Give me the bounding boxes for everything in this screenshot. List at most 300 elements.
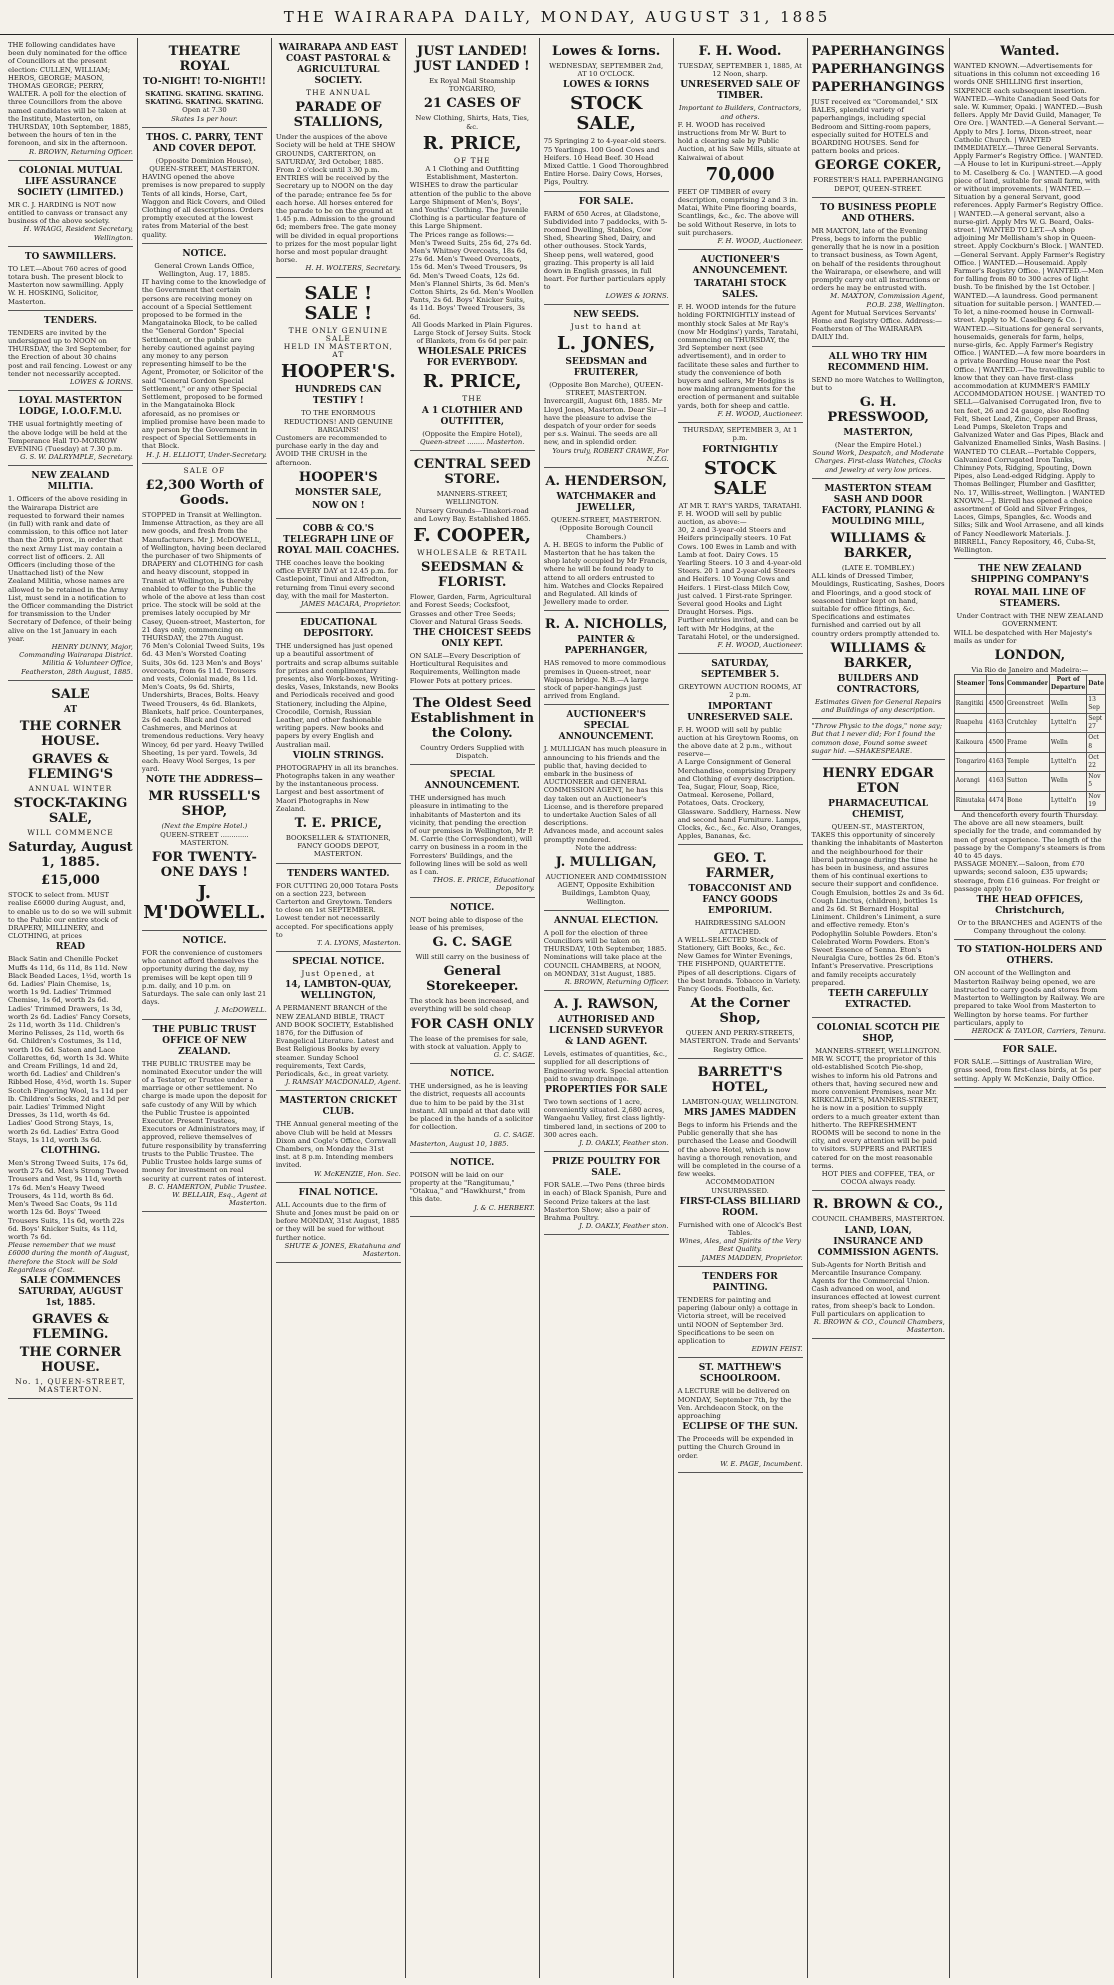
opposite-empire: (Opposite the Empire Hotel),: [422, 429, 523, 438]
sawmillers-notice: [8, 247, 133, 311]
mulligan-heading: AUCTIONEER'S SPECIAL ANNOUNCEMENT.: [558, 710, 654, 743]
graves-fleming-title: GRAVES & FLEMING'S: [27, 751, 114, 782]
brown-co-text: Sub-Agents for North British and Mercantile Insurance Company. Agents for the Commercial Union. Cash advanced on wool, and insurances effected at lowest current rates, from sheep's back to London.: [811, 1260, 941, 1310]
the-label: THE: [462, 394, 483, 404]
eton-name: HENRY EDGAR ETON: [822, 765, 934, 796]
sage-accounts-heading: NOTICE.: [450, 1069, 495, 1080]
maxton-heading: TO BUSINESS PEOPLE AND OTHERS.: [820, 202, 937, 224]
lodge-signature: G. S. W. DALRYMPLE, Secretary.: [20, 453, 133, 462]
henderson-ad: [544, 468, 669, 611]
cell: Sutton: [1005, 772, 1049, 791]
queen-street-masterton: Queen-street ........ Masterton.: [420, 437, 525, 446]
column-2: [138, 38, 272, 1978]
tent-depot-text: HAVING opened the above premises is now prepared to supply Tents of all kinds, Horse, Cart, Waggon and Rick Covers, and Oiled Clothing of all descriptions. Orders promptly executed at the lowest rates from Material of the best quality.: [141, 173, 266, 239]
parade-text: Under the auspices of the above Society will be held at THE SHOW GROUNDS, CARTERTON, on SATURDAY, 3rd October, 1885. From 2 o'clock until 3.30 p.m.: [275, 133, 396, 175]
militia-heading: NEW ZEALAND MILITIA.: [31, 471, 110, 493]
mulligan-text: J. MULLIGAN has much pleasure in announcing to his friends and the public that, having decided to embark in the business of AUCTIONEER and GENERAL COMMISSION AGENT, he has this day taken out an Auctioneer's License, and is therefore prepared to undertake Auction Sales of all descriptions.: [543, 745, 667, 828]
goods-value-heading: £2,300 Worth of Goods.: [145, 477, 264, 508]
sage-signature: G. C. SAGE.: [493, 1051, 535, 1059]
russell-shop-location: (Next the Empire Hotel.): [161, 822, 248, 831]
for-sale-heading: FOR SALE.: [1002, 1045, 1058, 1056]
russell-shop: MR RUSSELL'S SHOP,: [148, 789, 261, 820]
corner-house-title: THE CORNER HOUSE.: [19, 718, 122, 749]
timber-sale-details: FEET OF TIMBER of every description, comprising 2 and 3 in. Matai, White Pine flooring boards, Scantlings, &c., &c. The above will be sold Without Reserve, in lots to suit purchasers.: [677, 187, 799, 237]
cell: Rangitiki: [954, 694, 987, 713]
wanted-list: WANTED.—White Canadian Seed Oats for sale. W. Kummer, Opaki. | WANTED.—Bush fellers. Apply Mr David Guild, Manager, Te Ore Ore. | WANTED.—A General Servant.—Apply to Mrs J. Iorns, Dixon-street, near Catholic Church. | WANTED IMMEDIATELY.—Three General Servants. Apply Farmer's Registry Office. | WANTED.—A House to let in Kuripuni-street.—Apply to M. Caselberg & Co. | WANTED.—A good piece of land, suitable for small farm, with or without improvements. | WANTED.—Situation by a general Servant, good references. Apply Farmer's Registry Office. | WANTED.—A general servant, also a nurse-girl. Apply Mrs W. G. Beard, Oaks-street. | WANTED TO LET.—A shop adjoining Mr Mellisham's shop in Queen-street. Apply Cockburn's Block. | WANTED.—General Servant. Apply Farmer's Registry Office. | WANTED.—Housemaid. Apply Farmer's Registry Office. | WANTED.—Men for falling from 80 to 300 acres of light bush. To be finished by the 1st October. | WANTED.—A laundress. Good permanent situation for suitable person. | WANTED.—To let, a nine-roomed house in Cornwall-street. Apply to M. Caselberg & Co. | WANTED.—Situations for general servants, housemaids, generals for farm, helps, nurse-girls, &c. Apply Farmer's Registry Office. | WANTED.—A few more boarders in a private Boarding House near the Post Office. | WANTED.—The travelling public to know that they can have first-class accommodation at KUMMER'S FAMILY ACCOMMODATION HOUSE. | WANTED TO SELL—Galvanised Corrugated Iron, five to ten feet, 26 and 24 gauge, also Roofing Felt, Sheet Lead, Zinc, Copper and Brass, Lead Pumps, Skeleton Traps and Galvanized Water and Gas Pipes, Black and Galvanized Enamelled Sinks, Wash Basins. | WANTED TO CLEAR.—Portable Coppers, Galvanized Corrugated Iron Tanks, Chimney Pots, Ridging, Spouting, Down Pipes, also Lead-edged Ridging. Apply to Thomas Bellinger, Plumber and Gasfitter, No. 17, Willis-street, Wellington. | WANTED KNOWN.—J. Birrell has opened a choice assortment of Gold and Silver Fringes, Laces, Gimps, Spangles, &c. Woods and Silks; Silk and Wool Arrasene, and all kinds of Fancy Needlework Materials. J. BIRRELL, Fancy Repository, 46, Cuba-St, Wellington.: [953, 94, 1106, 554]
seedsman-florist: SEEDSMAN & FLORIST.: [420, 560, 524, 591]
column-1: [4, 38, 138, 1978]
table-row: [954, 694, 1105, 713]
shipping-text: WILL be despatched with Her Majesty's mails as under for: [953, 628, 1093, 645]
militia-text: 1. Officers of the above residing in the Wairarapa District are requested to forward their names (in full) with rank and date of commission, to this office not later than the 20th prox., in order that the next Army List may contain a correct list of officers. 2. All Officers (including those of the Unattached list) of the New Zealand Militia, whose names are allowed to be retained in the Army List, must send in a notification to the Officer commanding the District for transmission to the Under Secretary of Defence, of their being alive on the 1st January in each year.: [8, 495, 133, 643]
country-orders: Country Orders Supplied with Dispatch.: [420, 743, 525, 760]
timber-sale-text: F. H. WOOD has received instructions from Mr W. Burt to hold a clearing sale by Public Auction, at his Saw Mills, situate at Kaiwaiwai of about: [677, 120, 801, 162]
passage-money: PASSAGE MONEY.—Saloon, from £70 upwards; second saloon, £35 upwards; steerage, from £16 guineas. For freight or passage apply to: [953, 860, 1100, 893]
wholesale-prices: WHOLESALE PRICES FOR EVERYBODY.: [418, 347, 527, 369]
drapery-list: Black Satin and Chenille Pocket Muffs 4s 11d, 6s 11d, 8s 11d. New Black Beaded Laces, 1½d, worth 1s 6d. Ladies' Plain Chemise, 1s, worth 1s 9d. Ladies' Trimmed Chemise, 1s 6d, worth 2s 6d. Ladies' Trimmed Drawers, 1s 3d, worth 2s 6d. Ladies' Fancy Corsets, 2s 11d, worth 3s 11d. Children's Merino Pelisses, 2s 11d, worth 6s 6d. Children's Costumes, 3s 11d, worth 10s 6d. Sateen and Lace Collarettes, 6d, worth 1s 3d. White and Cream Frillings, 1d and 2d, worth 6d. Ladies' and Children's Ribbed Hose, 4½d, worth 1s. Super Scotch Fingering Wool, 1s 11d per lb. Children's Socks, 2d and 3d per pair. Ladies' Trimmed Night Dresses, 3s 11d, worth 4s 6d. Ladies' Good Strong Stays, 1s, worth 2s 6d. Ladies' Extra Good Stays, 1s 11d, worth 3s 6d.: [8, 955, 132, 1144]
of-the: OF THE: [453, 155, 491, 165]
sage-notice-heading: NOTICE.: [450, 902, 495, 913]
presswood-ad: [812, 347, 945, 479]
annual-label: THE ANNUAL: [306, 88, 371, 97]
wanted-section: [954, 38, 1106, 559]
station-holders-signature: HEROCK & TAYLOR, Carriers, Tenura.: [971, 1026, 1106, 1035]
sage-accounts-text: THE undersigned, as he is leaving the district, requests all accounts due to him to be paid by the 31st instant. All unpaid at that date will be placed in the hands of a solicitor for collection.: [409, 1082, 533, 1132]
timber-sale-heading: UNRESERVED SALE OF TIMBER.: [680, 80, 800, 102]
presswood-text: SEND no more Watches to Wellington, but to: [811, 375, 945, 392]
for-sale-text: FOR SALE.—Sittings of Australian Wire, grass seed, from first-class birds, at 5s per setting. Apply W. McKenzie, Daily Office.: [953, 1058, 1102, 1083]
london-heading: LONDON,: [994, 648, 1066, 663]
central-seed-store-heading: CENTRAL SEED STORE.: [413, 457, 531, 488]
properties-text: Two town sections of 1 acre, conveniently situated. 2,680 acres, Wangaehu Valley, first class lightly-timbered land, in sections of 200 to 300 acres each.: [543, 1098, 667, 1139]
mulligan-advances: Advances made, and account sales promptly rendered.: [543, 827, 664, 844]
mcdowell-name: J. M'DOWELL.: [143, 882, 266, 924]
cell: 4474: [987, 791, 1006, 810]
clothier-outfitter: A 1 CLOTHIER AND OUTFITTER,: [421, 405, 523, 427]
foresters-hall: FORESTER'S HALL PAPERHANGING DEPOT, QUEEN-STREET.: [813, 176, 944, 193]
poultry-text: FOR SALE.—Two Pens (three birds in each) of Black Spanish, Pure and Second Prize takers at the last Masterton Show; also a pair of Brahma Poultry.: [543, 1181, 667, 1223]
brown-co-particulars: Full particulars on application to: [811, 1309, 925, 1318]
col-commander: Commander: [1005, 675, 1049, 694]
greytown-list: A Large Consignment of General Merchandise, comprising Drapery and Clothing of every description. Tea, Sugar, Flour, Soap, Rice, Oatmeal. Kerosene, Pollard, Potatoes, Oats. Crockery, Glassware. Saddlery, Harness. New and second hand Furniture. Lamps, Clocks, &c., &c., &c. Also, Oranges, Apples, Bananas, &c.: [677, 758, 802, 841]
steamship-line: Ex Royal Mail Steamship TONGARIRO,: [429, 77, 516, 94]
table-row: [954, 752, 1105, 771]
cricket-club-heading: MASTERTON CRICKET CLUB.: [279, 1096, 398, 1118]
now-on: NOW ON !: [312, 500, 365, 511]
properties-heading: PROPERTIES FOR SALE: [545, 1085, 668, 1096]
general-storekeeper: General Storekeeper.: [426, 964, 519, 995]
sale-heading: SALE: [51, 686, 90, 702]
rawson-ad: [544, 991, 669, 1152]
oldest-seed-heading: The Oldest Seed Establishment in the Colony.: [410, 695, 535, 741]
tent-depot-heading: THOS. C. PARRY, TENT AND COVER DEPOT.: [146, 132, 263, 154]
barretts-hotel-address: LAMBTON-QUAY, WELLINGTON.: [681, 1097, 799, 1106]
hundreds-testify: HUNDREDS CAN TESTIFY !: [295, 385, 382, 407]
cobb-coaches-ad: [276, 519, 401, 613]
central-seed-store-ad: [410, 451, 535, 690]
paperhangings-heading-2: PAPERHANGINGS: [811, 62, 945, 77]
crown-lands-office: General Crown Lands Office, Wellington, Aug. 17, 1885.: [154, 261, 255, 279]
pharmaceutical-chemist: PHARMACEUTICAL CHEMIST,: [828, 798, 929, 820]
mulligan-note-address: Note the address:: [575, 843, 637, 852]
annual-election-ad: [544, 911, 669, 991]
twenty-one-days: FOR TWENTY-ONE DAYS !: [151, 850, 257, 881]
nicholls-name: R. A. NICHOLLS,: [544, 617, 668, 633]
farmer-tobacconist-ad: [678, 845, 803, 1058]
government-contract: Under Contract with THE NEW ZEALAND GOVERNMENT.: [956, 612, 1104, 629]
hoopers-name: HOOPER'S.: [280, 361, 396, 383]
eton-products: Cough Emulsion, bottles 2s and 3s 6d. Cough Linctus, (children), bottles 1s and 2s 6d. St Bernard Hospital Liniment. Children's Liniment, a sure and effective remedy. Eton's Podophyllin Soluble Powders. Eton's Celebrated Worm Powders. Eton's Sweet Essence of Senna. Eton's Neuralgia Cure, bottles 2s 6d. Eton's Infant's Preservative. Prescriptions and family receipts accurately prepared.: [811, 888, 944, 987]
station-holders-ad: [954, 940, 1106, 1040]
still-carry: Will still carry on the business of: [415, 952, 529, 961]
for-cash-only: FOR CASH ONLY: [410, 1016, 534, 1032]
stock-taking-title: STOCK-TAKING SALE,: [13, 795, 128, 826]
tenders-signature: LOWES & IORNS.: [69, 378, 133, 387]
public-trust-notice: [142, 1020, 267, 1213]
educational-depository-ad: [276, 613, 401, 863]
corner-shop-address: QUEEN AND PERRY-STREETS, MASTERTON. Trade and Servants' Registry Office.: [679, 1029, 801, 1054]
col-date: Date: [1087, 675, 1106, 694]
paperhangings-heading-1: PAPERHANGINGS: [811, 44, 945, 59]
bible-society-ad: [276, 952, 401, 1091]
poultry-signature: J. D. OAKLY, Feather ston.: [579, 1222, 669, 1231]
scotch-pie-heading: COLONIAL SCOTCH PIE SHOP,: [816, 1023, 940, 1044]
r-price-name: R. PRICE,: [422, 132, 522, 154]
branches-agents: Or to the BRANCHES and AGENTS of the Company throughout the colony.: [957, 919, 1103, 936]
station-holders-heading: TO STATION-HOLDERS AND OTHERS.: [957, 945, 1103, 967]
mcdowell-sale-ad: [142, 464, 267, 931]
just-to-hand: Just to hand at: [570, 321, 642, 331]
cell: Nov 19: [1087, 791, 1106, 810]
station-holders-text: ON account of the Wellington and Masterton Railway being opened, we are instructed to carry goods and stores from Masterton to Wellington by Railway. We are prepared to take Wool from Masterton to Wellington by horse teams. For further particulars, apply to: [953, 969, 1105, 1027]
note-address: NOTE THE ADDRESS—: [146, 775, 263, 786]
cell: 4500: [987, 694, 1006, 713]
fortnightly-stock-sale: STOCK SALE: [704, 457, 777, 499]
shakespeare-quote: [812, 719, 945, 760]
column-8: [950, 38, 1110, 1978]
r-price-name-2: R. PRICE,: [422, 371, 522, 393]
price-list: The Prices range as follows:— Men's Tweed Suits, 25s 6d, 27s 6d. Men's Whitney Overcoats, 18s 6d, 27s 6d. Men's Tweed Overcoats, 15s 6d. Men's Tweed Trousers, 9s 6d. Men's Tweed Coats, 12s 6d. Men's Flannel Shirts, 3s 6d. Men's Cotton Shirts, 2s 6d. Men's Woollen Pants, 2s 6d. Boys' Knicker Suits, 4s 11d. Boys' Tweed Trousers, 3s 6d.: [409, 230, 534, 321]
poison-signature: J. & C. HERBERT.: [474, 1203, 535, 1212]
sale-amount: £15,000: [41, 873, 100, 889]
painting-tenders-signature: EDWIN FEIST.: [751, 1345, 803, 1354]
clothing-establishment: A 1 Clothing and Outfitting Establishment, Masterton.: [425, 165, 520, 182]
sawmillers-heading: TO SAWMILLERS.: [24, 251, 117, 262]
barretts-hotel-signature: JAMES MADDEN, Proprietor.: [701, 1253, 803, 1262]
tobacconist-title: TOBACCONIST AND FANCY GOODS EMPORIUM.: [688, 884, 792, 917]
nursery-grounds: Nursery Grounds—Tinakori-road and Lowry Bay. Established 1865.: [413, 506, 531, 523]
rawson-signature: J. D. OAKLY, Feather ston.: [579, 1139, 669, 1148]
tenders-wanted-heading: TENDERS WANTED.: [287, 868, 390, 879]
alcock-tables: Furnished with one of Alcock's Best Tables.: [678, 1220, 802, 1238]
lecture-text: A LECTURE will be delivered on MONDAY, September 7th, by the Ven. Archdeacon Stock, on the approaching: [677, 1387, 792, 1420]
rawson-text: Levels, estimates of quantities, &c., supplied for all descriptions of Engineering work. Special attention paid to swamp drainage.: [543, 1050, 669, 1083]
cell: Ruapehu: [954, 714, 987, 733]
bible-society-text: A PERMANENT BRANCH of the NEW ZEALAND BIBLE, TRACT AND BOOK SOCIETY, Established 1876, for the Diffusion of Evangelical Literature. Latest and Best Religious Books by every steamer. Sunday School requirements, Text Cards, Periodicals, &c., in great variety.: [275, 1004, 394, 1079]
timber-sale-date: TUESDAY, SEPTEMBER 1, 1885, At 12 Noon, sharp.: [678, 62, 802, 79]
poultry-heading: PRIZE POULTRY FOR SALE.: [552, 1157, 661, 1179]
column-3: [272, 38, 406, 1978]
open-time: Open at 7.30: [182, 106, 227, 115]
sailing-table-header: [954, 675, 1105, 694]
at-word: AT: [332, 350, 345, 360]
via-rio: Via Rio de Janeiro and Madeira:—: [971, 666, 1089, 674]
brown-co-chambers: COUNCIL CHAMBERS, MASTERTON.: [811, 1215, 945, 1224]
corner-house-address: No. 1, QUEEN-STREET, MASTERTON.: [15, 1376, 126, 1395]
brown-co-name: R. BROWN & CO.,: [813, 1197, 944, 1213]
choicest-seeds: THE CHOICEST SEEDS ONLY KEPT.: [413, 627, 532, 649]
cell: 4500: [987, 733, 1006, 752]
every-fourth-thursday: And thenceforth every fourth Thursday.: [961, 811, 1099, 820]
violin-strings-heading: VIOLIN STRINGS.: [292, 750, 384, 761]
new-seeds-letter: Invercargill, August 6th, 1885. Mr Lloyd Jones, Masterton. Dear Sir—I have the pleasure to advise the despatch of your order for seeds per s.s. Wainui. The seeds are all new, and in splendid order.: [543, 397, 667, 447]
colonial-mutual-text: MR C. J. HARDING is NOT now entitled to canvass or transact any business of the above society.: [8, 200, 128, 226]
column-7: [808, 38, 950, 1978]
barretts-hotel-ad: [678, 1059, 803, 1267]
clothing-heading: CLOTHING.: [40, 1146, 101, 1157]
crown-lands-heading: NOTICE.: [182, 248, 227, 259]
annual-election-text: A poll for the election of three Councillors will be taken on THURSDAY, 10th September, 1885. Nominations will take place at the COUNCIL CHAMBERS, at NOON, on MONDAY, 31st August, 1885.: [543, 928, 667, 978]
presswood-name: G. H. PRESSWOOD,: [827, 395, 929, 426]
will-commence: WILL COMMENCE: [27, 827, 114, 837]
stock-sale-heading: STOCK SALE,: [570, 93, 643, 135]
important-builders: Important to Builders, Contractors, and others.: [678, 104, 802, 121]
public-trust-agent: W. BELLAIR, Esq., Agent at Masterton.: [172, 1190, 267, 1208]
parade-entries: ENTRIES will be received by the Secretary up to NOON on the day of the parade; entrance fee 5s for each horse. All horses entered for the parade to be on the ground at 1.45 p.m. Admission to the ground 6d; members free. The gate money will be divided in equal proportions to prizes for the most popular light horse and most popular draught horse.: [275, 174, 399, 265]
wanted-heading: Wanted.: [1000, 44, 1060, 59]
nicholls-text: HAS removed to more commodious premises in Queen-street, near Waipoua bridge. N.B.—A large stock of paper-hangings just arrived from England.: [543, 659, 666, 701]
photography-text: PHOTOGRAPHY in all its branches. Photographs taken in any weather by the instantaneous process. Largest and best assortment of Maori Photographs in New Zealand.: [275, 763, 399, 813]
shipping-company-heading: THE NEW ZEALAND SHIPPING COMPANY'S: [970, 564, 1089, 586]
estimates-given: Estimates Given for General Repairs and Buildings of any description.: [815, 697, 942, 714]
cell: Lyttelt'n: [1049, 714, 1086, 733]
masthead: THE WAIRARAPA DAILY, MONDAY, AUGUST 31, 1885: [0, 0, 1114, 35]
presswood-location: (Near the Empire Hotel.): [834, 441, 922, 450]
mrs-madden: MRS JAMES MADDEN: [683, 1108, 797, 1119]
colonial-mutual-notice: [8, 161, 133, 247]
stock-sale-list: 75 Springing 2 to 4-year-old steers. 75 Yearlings. 100 Good Cows and Heifers. 10 Head Beef. 30 Head Mixed Cattle. 1 Good Thoroughbred Entire Horse. Dairy Cows, Horses, Pigs, Poultry.: [543, 137, 669, 187]
wholesale-retail: WHOLESALE & RETAIL: [417, 547, 528, 557]
scotch-pie-address: MANNERS-STREET, WELLINGTON.: [815, 1047, 942, 1055]
russell-shop-street: QUEEN-STREET ............. MASTERTON.: [160, 830, 249, 847]
tonight-heading: TO-NIGHT! TO-NIGHT!!: [142, 77, 266, 87]
sale-of-heading: SALE OF: [183, 465, 226, 475]
barretts-hotel-heading: BARRETT'S HOTEL,: [697, 1064, 783, 1095]
taratahi-announcement: [678, 250, 803, 423]
cricket-club-signature: W. McKENZIE, Hon. Sec.: [313, 1169, 401, 1178]
lodge-notice: [8, 391, 133, 466]
painting-tenders-heading: TENDERS FOR PAINTING.: [702, 1271, 778, 1293]
election-signature: R. BROWN, Returning Officer.: [28, 147, 133, 156]
mcdowell-notice-text: FOR the convenience of customers who cannot afford themselves the opportunity during the day, my premises will be kept open till 9 p.m. daily, and 10 p.m. on Saturdays. The sale can only last 21 days.: [141, 949, 267, 1007]
pastoral-society-heading: WAIRARAPA AND EAST COAST PASTORAL & AGRICULTURAL SOCIETY.: [278, 43, 398, 86]
henderson-name: A. HENDERSON,: [545, 474, 667, 490]
timber-sale-signature: F. H. WOOD, Auctioneer.: [717, 237, 803, 246]
sage-accounts-notice: [410, 1064, 535, 1153]
cell: 4163: [987, 772, 1006, 791]
presswood-town: MASTERTON,: [843, 428, 913, 439]
taratahi-signature: F. H. WOOD, Auctioneer.: [717, 409, 803, 418]
final-notice-text: ALL Accounts due to the firm of Shute and Jones must be paid on or before MONDAY, 31st August, 1885 or they will be sued for without further notice.: [275, 1200, 400, 1242]
brown-co-ad: [812, 1191, 945, 1339]
only-genuine: THE ONLY GENUINE: [288, 325, 388, 335]
tenders-wanted-ad: [276, 864, 401, 953]
farmer-name: GEO. T. FARMER,: [705, 851, 775, 882]
greytown-text: F. H. WOOD will sell by public auction at his Greytown Rooms, on the above date at 2 p.m., without reserve—: [677, 725, 799, 759]
poison-text: POISON will be laid on our property at the "Rangitumau," "Otakua," and "Hawkhurst," from this date.: [409, 1170, 526, 1204]
public-trust-heading: THE PUBLIC TRUST OFFICE OF NEW ZEALAND.: [152, 1024, 257, 1057]
stock-increased: The stock has been increased, and everything will be sold cheap: [409, 997, 529, 1014]
sale-at: AT: [63, 704, 78, 715]
pastoral-society-ad: [276, 38, 401, 278]
eton-chemist-ad: [812, 760, 945, 1018]
auctioneer-announcement-heading: AUCTIONEER'S ANNOUNCEMENT.: [692, 255, 788, 277]
just-opened: Just Opened, at: [301, 969, 376, 979]
te-price-title: BOOKSELLER & STATIONER, FANCY GOODS DEPOT, MASTERTON.: [285, 833, 391, 859]
sash-factory-heading: MASTERTON STEAM SASH AND DOOR FACTORY, PLANING & MOULDING MILL,: [821, 483, 935, 527]
builders-contractors: BUILDERS AND CONTRACTORS,: [836, 673, 920, 695]
price-text: WISHES to draw the particular attention of the public to the above Large Shipment of Men's, Boys', and Youths' Clothing. The Juvenile Clothing is a particular feature of this Large Shipment.: [409, 181, 532, 231]
poison-heading: NOTICE.: [450, 1157, 495, 1168]
fortnightly-sale-ad: [678, 423, 803, 654]
farm-for-sale-text: FARM of 650 Acres, at Gladstone, Subdivided into 7 paddocks, with 5-roomed Dwelling, Stables, Cow Shed, Shearing Shed, Dairy, and other outhouses. Stock Yards, Sheep pens, well watered, good grazing. This property is all laid down in English grasses, in full heart. For further particulars apply to: [543, 209, 668, 292]
farm-for-sale-heading: FOR SALE.: [578, 196, 634, 207]
shipping-company-ad: [954, 559, 1106, 940]
steamer-details: The above are all new steamers, built specially for the trade, and commanded by men of great experience. The length of the passage by the Company's steamers is from 40 to 45 days.: [953, 819, 1106, 861]
rawson-title: AUTHORISED AND LICENSED SURVEYOR & LAND AGENT.: [549, 1015, 664, 1048]
scotch-pie-ad: [812, 1018, 945, 1191]
cell: Tongariro: [954, 752, 987, 771]
head-offices: THE HEAD OFFICES, Christchurch,: [976, 895, 1084, 917]
paperhangings-ad: [812, 38, 945, 198]
fortnightly-heading: FORTNIGHTLY: [702, 444, 778, 455]
cell: Welln: [1049, 694, 1086, 713]
tenders-wanted-signature: T. A. LYONS, Masterton.: [316, 939, 401, 947]
militia-signature: HENRY DUNNY, Major, Commanding Wairarapa District. Militia & Volunteer Office, Featherston, 28th August, 1885.: [19, 642, 133, 676]
poultry-ad: [544, 1152, 669, 1235]
sale-intro: STOCK to select from. MUST realise £6000 during August, and, to enable us to do so we will submit to the Public our entire stock of DRAPERY, MILLINERY, and CLOTHING, at prices: [8, 891, 132, 941]
sage-name: G. C. SAGE: [432, 934, 512, 950]
maxton-ad: [812, 198, 945, 347]
wanted-intro: WANTED KNOWN.—Advertisements for situations in this column not exceeding 16 words ONE SHILLING first insertion, SIXPENCE each subsequent insertion.: [953, 62, 1100, 95]
presswood-service: Sound Work, Despatch, and Moderate Charges. First-class Watches, Clocks and Jewelry at very low prices.: [812, 449, 944, 474]
cricket-club-ad: [276, 1091, 401, 1182]
cobb-coaches-text: THE coaches leave the booking office EVERY DAY at 12.45 p.m. for Castlepoint, Tinui and Alfredton, returning from Tinui every second day, with the mail for Masterton.: [275, 558, 398, 600]
timber-sale-ad: [678, 38, 803, 250]
cell: Crutchley: [1005, 714, 1049, 733]
cell: Aorangi: [954, 772, 987, 791]
cell: 13 Sep: [1087, 694, 1106, 713]
barretts-hotel-text: Begs to inform his Friends and the Public generally that she has purchased the Lease and Goodwill of the above Hotel, which is now having a thorough renovation, and will be completed in the course of a few weeks.: [677, 1121, 801, 1179]
watchmaker-jeweller: WATCHMAKER and JEWELLER,: [556, 492, 656, 514]
paperhangings-text: JUST received ex "Coromandel," SIX BALES, splendid variety of paperhangings, including special Bedroom and Sitting-room papers, especially suited for HOTELS and BOARDING HOUSES. Send for pattern books and prices.: [811, 98, 938, 156]
l-jones-address: (Opposite Bon Marche), QUEEN-STREET, MASTERTON.: [549, 381, 664, 398]
mcdowell-notice-signature: J. McDOWELL.: [215, 1006, 267, 1015]
sale-word: SALE: [325, 333, 351, 343]
farm-for-sale-ad: [544, 192, 669, 305]
greytown-sale-ad: [678, 654, 803, 845]
manners-street: MANNERS-STREET, WELLINGTON.: [436, 490, 508, 507]
skating-list: SKATING. SKATING. SKATING. SKATING. SKATING. SKATING.: [145, 90, 264, 107]
hoopers-advice: Customers are recommended to purchase early in the day and AVOID THE CRUSH in the afternoon.: [275, 434, 387, 467]
greytown-date: SATURDAY, SEPTEMBER 5.: [701, 659, 780, 681]
on-sale-text: ON SALE—Every Description of Horticultural Requisites and Requirements, Wellington made Flower Pots at pottery prices.: [409, 651, 521, 685]
special-announcement-signature: THOS. E. PRICE, Educational Depository.: [432, 876, 535, 893]
new-seeds-heading: NEW SEEDS.: [573, 309, 639, 320]
col-steamer: Steamer: [954, 675, 987, 694]
lease-text: The lease of the premises for sale, with stock at valuation. Apply to: [409, 1034, 529, 1051]
special-announcement-heading: SPECIAL ANNOUNCEMENT.: [424, 770, 520, 792]
teeth-extracted: TEETH CAREFULLY EXTRACTED.: [828, 989, 929, 1010]
educational-depository-text: THE undersigned has just opened up a beautiful assortment of portraits and scrap albums suitable for prizes and complimentary presents, also Work-boxes, Writing-desks, Vases, Inkstands, new Books and Periodicals received and good Stationery, including the Alpine, Crocodile, Cornish, Russian Leather, and other fashionable writing papers. New books and papers by every English and Australian mail.: [275, 642, 399, 749]
sailing-table: [954, 674, 1106, 811]
mcdowell-notice: [142, 931, 267, 1020]
cobb-coaches-heading: COBB & CO.'S TELEGRAPH LINE OF ROYAL MAIL COACHES.: [277, 523, 400, 556]
colonial-mutual-heading: COLONIAL MUTUAL LIFE ASSURANCE SOCIETY (LIMITED.): [17, 165, 124, 198]
tenders-wanted-text: FOR CUTTING 20,000 Totara Posts on a section 223, between Carterton and Greytown. Tenders to close on 1st SEPTEMBER. Lowest tender not necessarily accepted. For specifications apply to: [275, 881, 399, 939]
public-trust-signature: B. C. HAMERTON, Public Trustee.: [148, 1182, 267, 1191]
cell: 4163: [987, 714, 1006, 733]
eclipse-heading: ECLIPSE OF THE SUN.: [682, 1422, 798, 1433]
mulligan-name: J. MULLIGAN,: [555, 854, 657, 870]
lowes-iorns-name: LOWES & IORNS: [563, 80, 650, 91]
f-cooper-name: F. COOPER,: [413, 524, 532, 546]
table-row: [954, 791, 1105, 810]
l-jones-name: L. JONES,: [557, 333, 656, 355]
sash-factory-text: ALL kinds of Dressed Timber, Mouldings, Rusticating, Sashes, Doors and Floorings, and a good stock of seasoned timber kept on hand, suitable for office fittings, &c. Specifications and estimates furnished and carried out by all country orders promptly attended to.: [811, 572, 945, 638]
cell: Welln: [1049, 772, 1086, 791]
hoopers-sale-ad: [276, 278, 401, 519]
brown-co-title: LAND, LOAN, INSURANCE AND COMMISSION AGENTS.: [817, 1225, 939, 1258]
sawmillers-text: TO LET.—About 760 acres of good totara bush. The present block to Masterton now sawmilling. Apply W. H. HOSKING, Solicitor, Masterton.: [8, 264, 127, 306]
cell: Welln: [1049, 733, 1086, 752]
cell: Lyttelt'n: [1049, 752, 1086, 771]
painting-tenders-text: TENDERS for painting and papering (labour only) a cottage in Victoria street, will be received until NOON of September 3rd. Specifications to be seen on application to: [677, 1295, 798, 1345]
rawson-name: A. J. RAWSON,: [553, 997, 659, 1013]
annual-election-heading: ANNUAL ELECTION.: [554, 915, 659, 926]
sale-date: Saturday, August 1, 1885.: [8, 840, 133, 871]
colonial-mutual-signature: H. WRAGG, Resident Secretary, Wellington.: [23, 225, 133, 242]
parade-signature: H. H. WOLTERS, Secretary.: [305, 264, 401, 273]
sage-accounts-date: Masterton, August 10, 1885.: [409, 1139, 509, 1148]
monster-sale: MONSTER SALE,: [295, 487, 382, 498]
eton-address: QUEEN-ST., MASTERTON,: [831, 822, 925, 831]
sage-notice-ad: [410, 898, 535, 1065]
rays-yards: AT MR T. RAY'S YARDS, TARATAHI.: [678, 501, 802, 510]
farmer-text: A WELL-SELECTED Stock of Stationery, Gift Books, &c., &c. New Games for Winter Evenings, THE FISHPOND, QUARTETTE. Pipes of all descriptions. Cigars of the best brands. Tobacco in Variety. Fancy Goods. Footballs, &c.: [677, 935, 801, 994]
final-notice-signature: SHUTE & JONES, Ekatahuna and Masterton.: [284, 1241, 401, 1259]
column-5: [540, 38, 674, 1978]
cell: Nov 5: [1087, 772, 1106, 791]
election-text: THE following candidates have been duly nominated for the office of Councillors at the present election: CULLEN, WILLIAM; HEROS, GEORGE; MASON, THOMAS GEORGE; PERRY, WALTER. A poll for the election of three Councillors from the above named candidates will be taken at the Institute, Masterton, on THURSDAY, 10th September, 1885, between the hours of ten in the forenoon, and six in the afternoon.: [8, 41, 131, 148]
maxton-text: MR MAXTON, late of the Evening Press, begs to inform the public generally that he is now in a position to transact business, as Town Agent, on behalf of the residents throughout the Wairarapa, or elsewhere, and will promptly carry out all instructions or orders he may be entrusted with.: [811, 226, 942, 293]
hoopers-footer: HOOPER'S: [298, 469, 378, 485]
bible-society-signature: J. RAMSAY MACDONALD, Agent.: [285, 1078, 401, 1087]
election-notice: [8, 38, 133, 161]
poison-notice: [410, 1153, 535, 1217]
eton-text: TAKES this opportunity of sincerely thanking the inhabitants of Masterton and the neighbourhood for their liberal patronage during the time he has been in business, and assures them of his continual exertions to secure their support and confidence.: [811, 831, 944, 889]
table-row: [954, 733, 1105, 752]
fh-wood-heading: F. H. Wood.: [698, 44, 782, 59]
theatre-royal-heading: THEATRE ROYAL: [168, 44, 241, 74]
taratahi-heading: TARATAHI STOCK SALES.: [693, 279, 787, 301]
newspaper-columns: [4, 38, 1110, 1978]
new-seeds-ad: [544, 305, 669, 468]
table-row: [954, 772, 1105, 791]
sage-notice-text: NOT being able to dispose of the lease of his premises,: [409, 915, 524, 932]
st-matthews-heading: ST. MATTHEW'S SCHOOLROOM.: [698, 1363, 782, 1385]
hairdressing-saloon: HAIRDRESSING SALOON ATTACHED.: [694, 919, 786, 936]
